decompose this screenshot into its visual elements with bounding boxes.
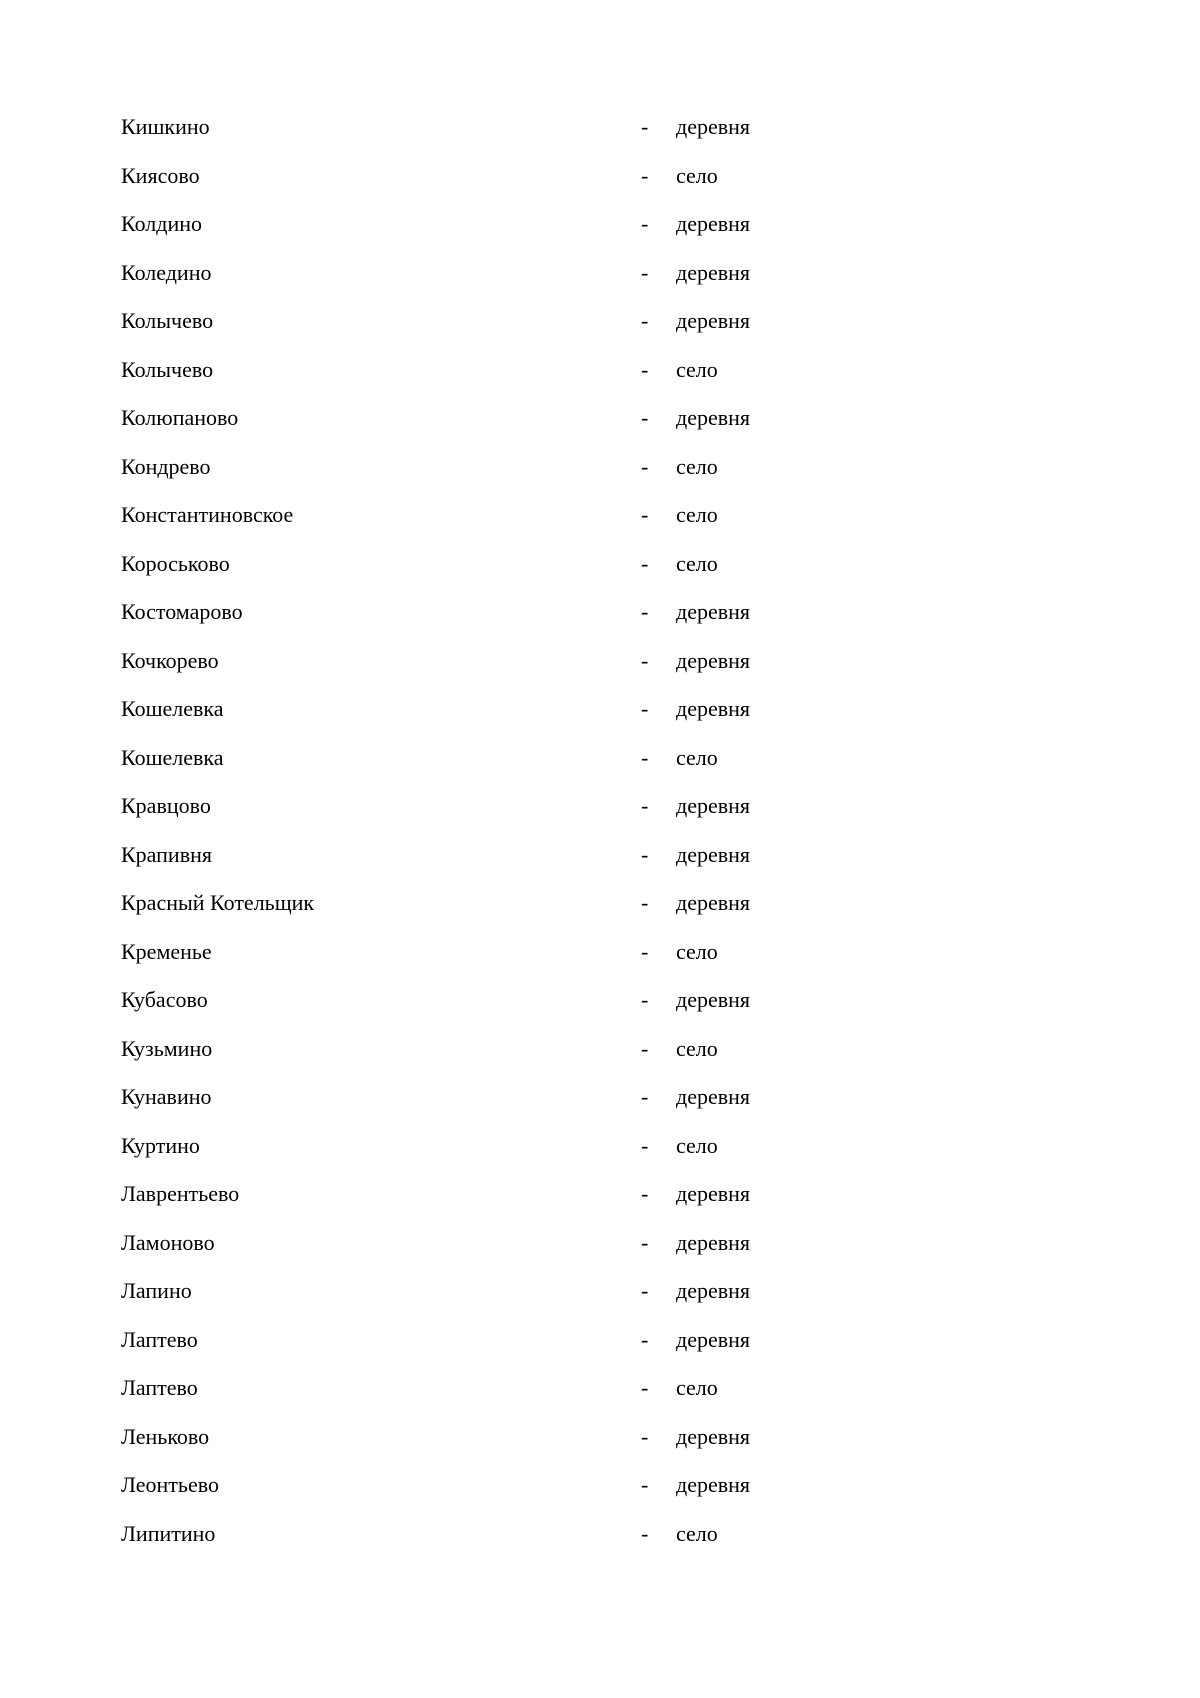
separator-dash: -	[641, 211, 649, 236]
settlement-type: село	[676, 356, 718, 382]
settlement-name: Кишкино	[121, 114, 210, 139]
settlement-name: Константиновское	[121, 502, 294, 527]
settlement-name: Липитино	[121, 1520, 216, 1546]
list-item	[0, 1418, 1200, 1467]
settlement-type: деревня	[676, 308, 751, 333]
settlement-name: Кунавино	[121, 1084, 212, 1109]
separator-dash: -	[641, 1132, 649, 1158]
settlement-type: село	[676, 938, 718, 964]
settlement-type: деревня	[676, 114, 751, 139]
settlement-type: деревня	[676, 1278, 751, 1303]
list-item	[0, 448, 1200, 497]
list-item	[0, 933, 1200, 982]
settlement-name: Кременье	[121, 938, 212, 964]
settlement-type: село	[676, 1520, 718, 1546]
separator-dash: -	[641, 259, 649, 285]
list-item	[0, 1078, 1200, 1127]
settlement-type: деревня	[676, 1326, 751, 1352]
separator-dash: -	[641, 1520, 649, 1546]
settlement-name: Красный Котельщик	[121, 890, 315, 915]
settlement-name: Кузьмино	[121, 1035, 213, 1061]
settlement-type: деревня	[676, 793, 751, 818]
list-item	[0, 496, 1200, 545]
list-item	[0, 884, 1200, 933]
separator-dash: -	[641, 841, 649, 867]
separator-dash: -	[641, 1278, 649, 1303]
separator-dash: -	[641, 599, 649, 624]
separator-dash: -	[641, 938, 649, 964]
separator-dash: -	[641, 550, 649, 576]
settlement-type: деревня	[676, 890, 751, 915]
settlement-name: Ламоново	[121, 1229, 215, 1255]
settlement-type: село	[676, 1132, 718, 1158]
list-item	[0, 739, 1200, 788]
list-item	[0, 1272, 1200, 1321]
settlement-name: Лапино	[121, 1278, 192, 1303]
list-item	[0, 981, 1200, 1030]
settlement-type: село	[676, 502, 718, 527]
separator-dash: -	[641, 696, 649, 721]
settlement-name: Лаврентьево	[121, 1181, 240, 1206]
settlement-type: деревня	[676, 599, 751, 624]
settlement-name: Леонтьево	[121, 1472, 219, 1497]
separator-dash: -	[641, 1035, 649, 1061]
list-item	[0, 1030, 1200, 1079]
separator-dash: -	[641, 793, 649, 818]
list-item	[0, 1369, 1200, 1418]
settlement-type: деревня	[676, 841, 751, 867]
separator-dash: -	[641, 1229, 649, 1255]
list-item	[0, 1224, 1200, 1273]
settlement-name: Колдино	[121, 211, 203, 236]
list-item	[0, 836, 1200, 885]
list-item	[0, 1515, 1200, 1564]
settlement-name: Кочкорево	[121, 647, 219, 673]
settlement-type: село	[676, 1375, 718, 1400]
settlement-name: Крапивня	[121, 841, 212, 867]
settlement-type: деревня	[676, 259, 751, 285]
list-item	[0, 545, 1200, 594]
separator-dash: -	[641, 453, 649, 479]
settlement-name: Кошелевка	[121, 696, 224, 721]
list-item	[0, 157, 1200, 206]
settlement-type: деревня	[676, 1229, 751, 1255]
settlement-name: Кубасово	[121, 987, 208, 1012]
separator-dash: -	[641, 987, 649, 1012]
settlement-name: Короськово	[121, 550, 230, 576]
settlement-type: село	[676, 453, 718, 479]
settlement-type: село	[676, 744, 718, 770]
list-item	[0, 1127, 1200, 1176]
list-item	[0, 1466, 1200, 1515]
separator-dash: -	[641, 1326, 649, 1352]
list-item	[0, 690, 1200, 739]
settlement-name: Кошелевка	[121, 744, 224, 770]
separator-dash: -	[641, 744, 649, 770]
settlement-name: Колюпаново	[121, 405, 239, 430]
list-item	[0, 302, 1200, 351]
separator-dash: -	[641, 1375, 649, 1400]
separator-dash: -	[641, 405, 649, 430]
list-item	[0, 254, 1200, 303]
separator-dash: -	[641, 308, 649, 333]
settlement-type: деревня	[676, 987, 751, 1012]
settlement-name: Кондрево	[121, 453, 211, 479]
settlement-name: Леньково	[121, 1423, 210, 1449]
list-item	[0, 108, 1200, 157]
settlement-type: деревня	[676, 1423, 751, 1449]
settlement-type: деревня	[676, 405, 751, 430]
settlement-type: деревня	[676, 1181, 751, 1206]
settlement-name: Колычево	[121, 356, 214, 382]
list-item	[0, 642, 1200, 691]
settlement-type: деревня	[676, 1472, 751, 1497]
separator-dash: -	[641, 356, 649, 382]
settlement-type: деревня	[676, 1084, 751, 1109]
separator-dash: -	[641, 1423, 649, 1449]
separator-dash: -	[641, 890, 649, 915]
list-item	[0, 399, 1200, 448]
settlement-name: Костомарово	[121, 599, 243, 624]
list-item	[0, 205, 1200, 254]
settlement-name: Лаптево	[121, 1326, 198, 1352]
settlement-type: село	[676, 550, 718, 576]
settlement-type: село	[676, 162, 718, 188]
separator-dash: -	[641, 502, 649, 527]
list-item	[0, 1321, 1200, 1370]
settlement-type: село	[676, 1035, 718, 1061]
list-item	[0, 593, 1200, 642]
settlement-name: Коледино	[121, 259, 212, 285]
list-item	[0, 1175, 1200, 1224]
separator-dash: -	[641, 1472, 649, 1497]
settlement-name: Колычево	[121, 308, 214, 333]
separator-dash: -	[641, 1181, 649, 1206]
settlement-name: Лаптево	[121, 1375, 198, 1400]
separator-dash: -	[641, 162, 649, 188]
settlement-name: Куртино	[121, 1132, 200, 1158]
settlement-type: деревня	[676, 211, 751, 236]
separator-dash: -	[641, 114, 649, 139]
list-item	[0, 787, 1200, 836]
settlement-list	[0, 108, 1200, 1563]
settlement-type: деревня	[676, 647, 751, 673]
separator-dash: -	[641, 1084, 649, 1109]
settlement-type: деревня	[676, 696, 751, 721]
list-item	[0, 351, 1200, 400]
settlement-name: Киясово	[121, 162, 200, 188]
separator-dash: -	[641, 647, 649, 673]
settlement-name: Кравцово	[121, 793, 211, 818]
